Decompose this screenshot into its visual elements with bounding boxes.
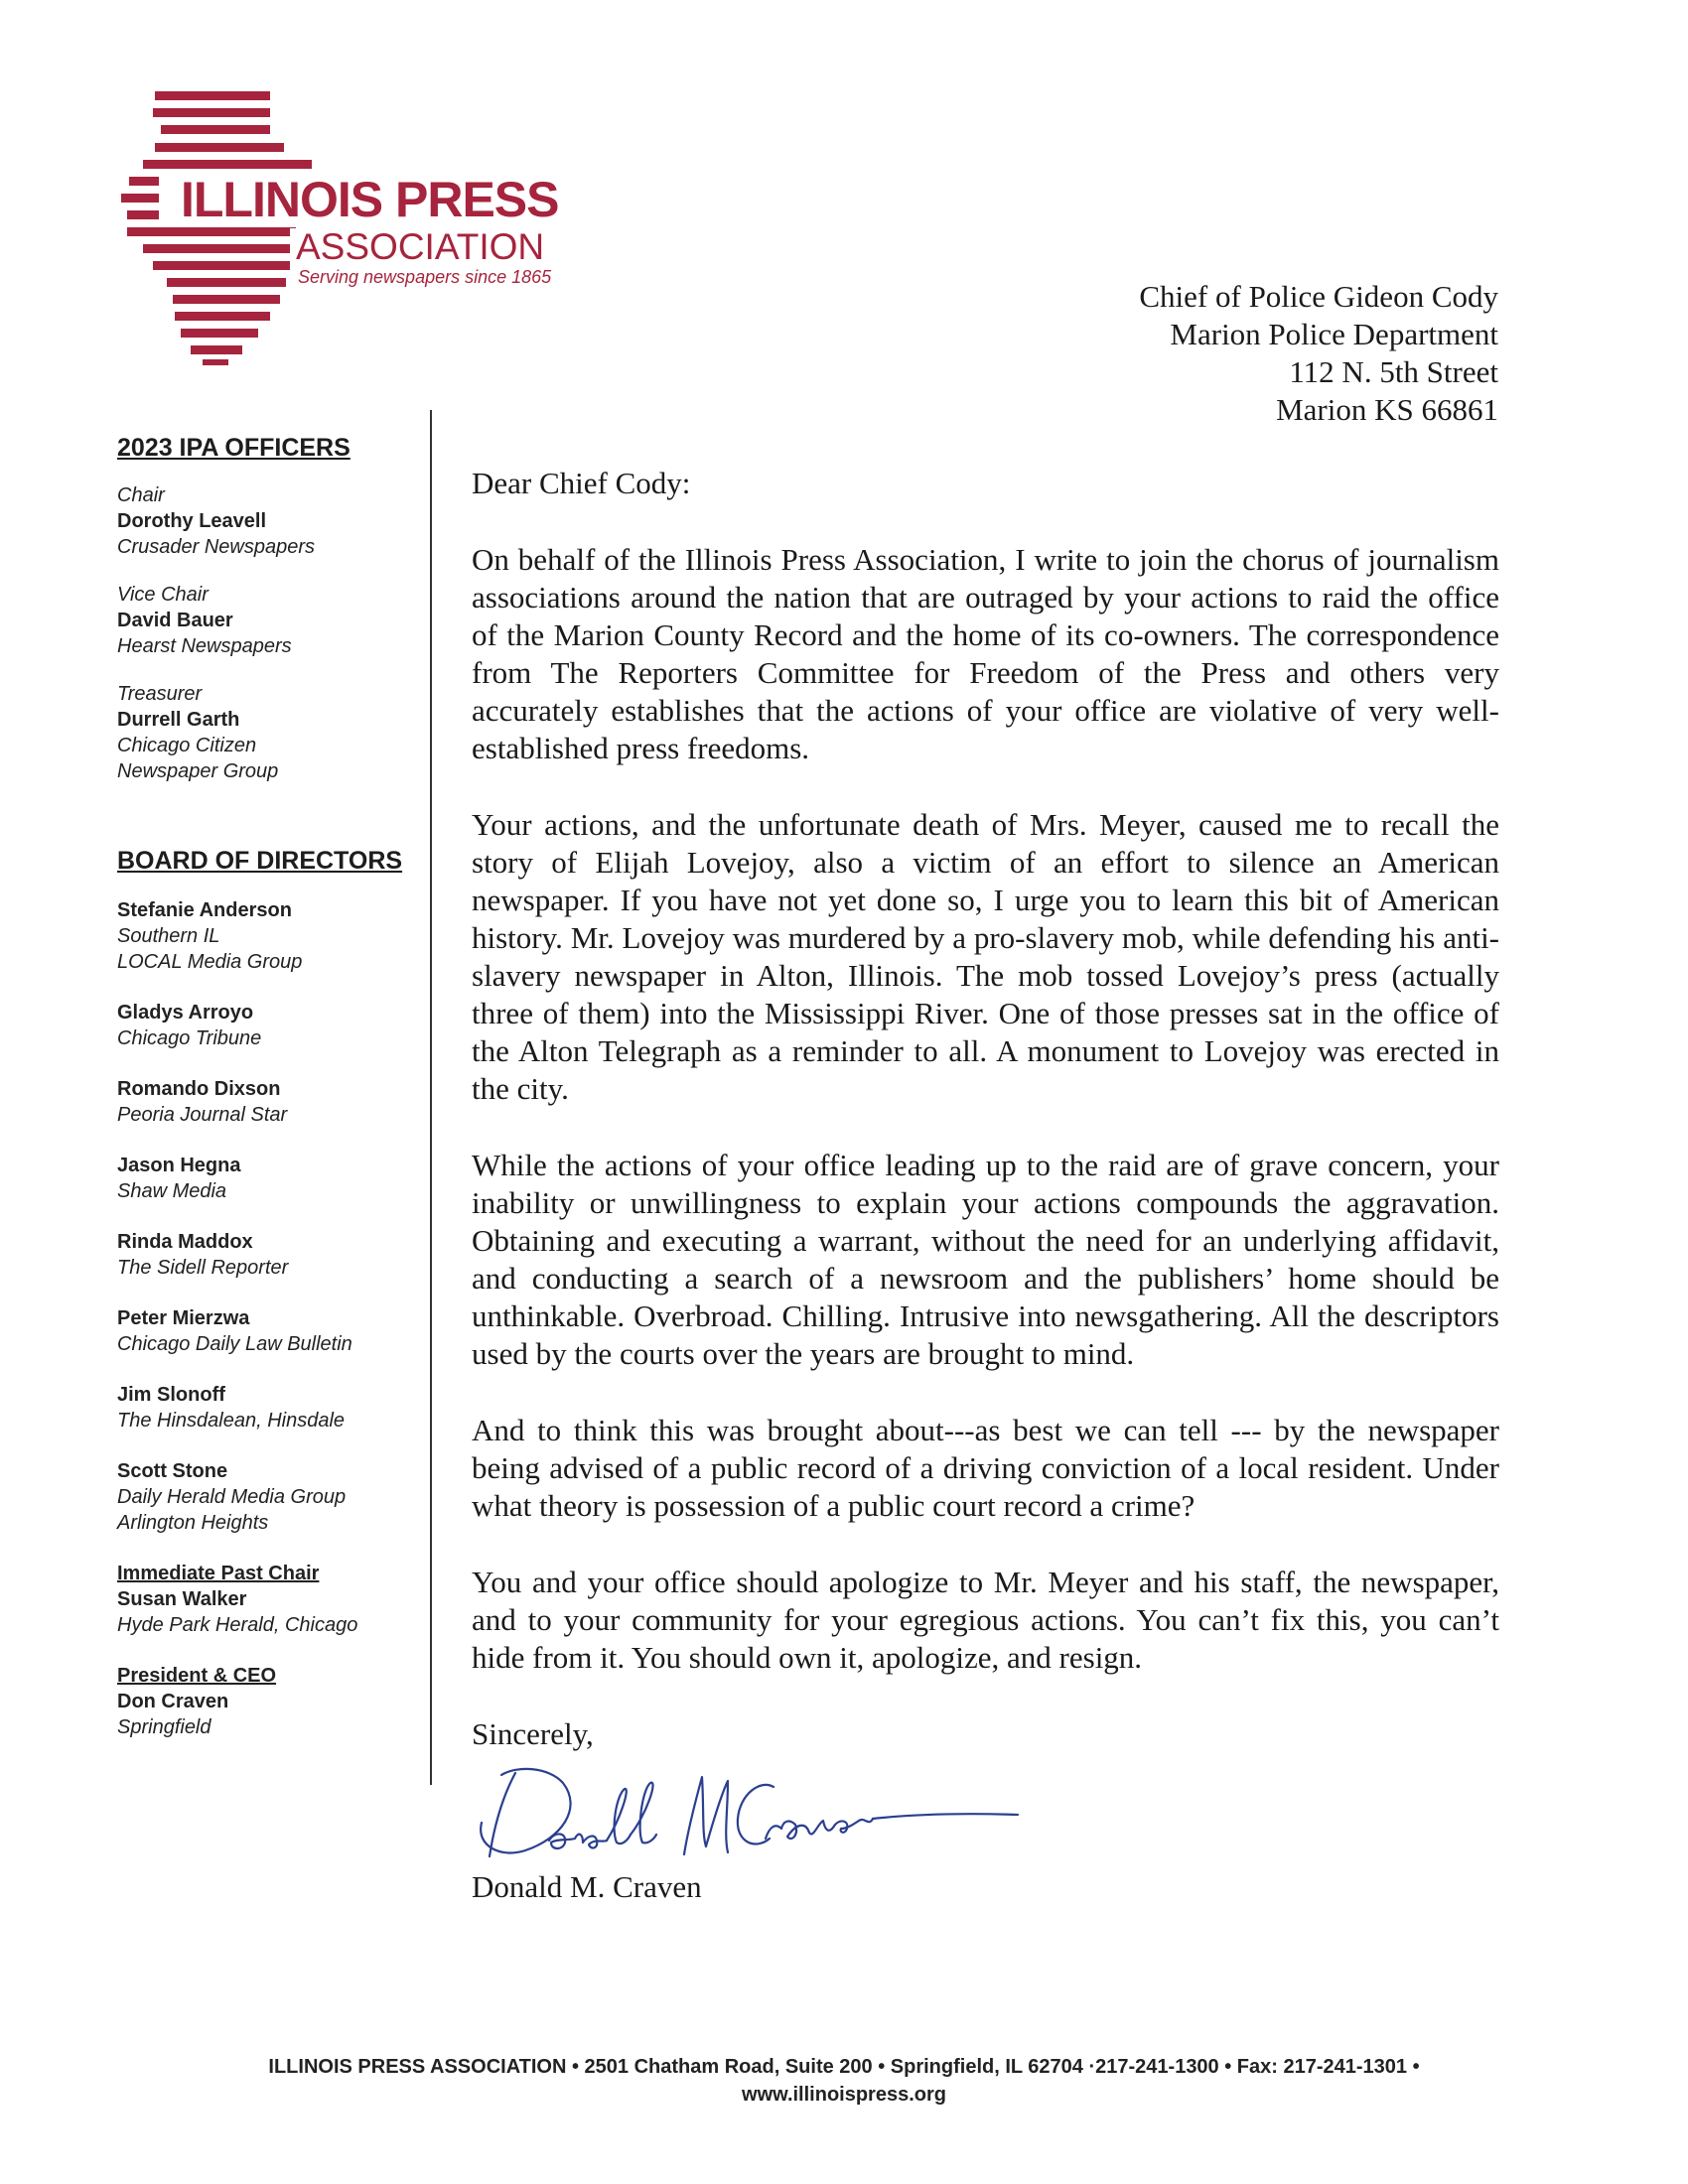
recipient-line: Marion KS 66861: [1276, 392, 1498, 427]
officer-org: Crusader Newspapers: [117, 536, 315, 558]
logo-tagline: Serving newspapers since 1865: [294, 267, 555, 288]
officer-role: Treasurer: [117, 683, 203, 705]
past-chair-heading: Immediate Past Chair: [117, 1563, 320, 1584]
letter-paragraph: Your actions, and the unfortunate death of Mrs. Meyer, caused me to recall the story of Elijah Lovejoy, also a victim of an effort to silence an American newspaper. If you have not yet done so, I urge you to learn this bit of American history. Mr. Lovejoy was murdered by a pro-slavery mob, while defending his anti-slavery newspaper in Alton, Illinois. The mob tossed Lovejoy’s press (actually three of them) into the Mississippi River. One of those presses sat in the office of the Alton Telegraph as a reminder to all. A monument to Lovejoy was erected in the city.: [472, 807, 1499, 1106]
officer-name: Durrell Garth: [117, 709, 240, 731]
logo-subtitle: ASSOCIATION: [290, 228, 548, 265]
director-name: Jim Slonoff: [117, 1384, 225, 1406]
director-entry: [117, 1382, 415, 1433]
officer-role: Chair: [117, 484, 165, 506]
director-entry: [117, 1229, 415, 1281]
letterhead-footer: [0, 2053, 1688, 2109]
director-org: Daily Herald Media Group Arlington Heights: [117, 1486, 347, 1534]
sidebar-divider: [430, 410, 432, 1785]
director-name: Rinda Maddox: [117, 1231, 253, 1253]
officers-sidebar: [117, 435, 415, 1765]
past-chair-entry: [117, 1561, 415, 1638]
president-name: Don Craven: [117, 1691, 229, 1712]
footer-website: www.illinoispress.org: [742, 2084, 946, 2106]
officers-heading: 2023 IPA OFFICERS: [117, 434, 351, 462]
director-entry: [117, 1076, 415, 1128]
officer-name: Dorothy Leavell: [117, 510, 267, 532]
directors-heading: BOARD OF DIRECTORS: [117, 847, 403, 875]
director-org: Southern IL LOCAL Media Group: [117, 925, 303, 973]
letter-paragraph: You and your office should apologize to Mr. Meyer and his staff, the newspaper, and to your community for your egregious actions. You can’t fix this, you can’t hide from it. You should own it, apologize, and resign.: [472, 1565, 1499, 1675]
president-heading: President & CEO: [117, 1665, 277, 1687]
past-chair-name: Susan Walker: [117, 1588, 247, 1610]
officer-org: Chicago Citizen Newspaper Group: [117, 735, 279, 782]
closing: Sincerely,: [472, 1716, 594, 1751]
director-name: Jason Hegna: [117, 1155, 241, 1176]
director-name: Peter Mierzwa: [117, 1307, 250, 1329]
officer-org: Hearst Newspapers: [117, 635, 292, 657]
director-org: Peoria Journal Star: [117, 1104, 288, 1126]
footer-address: ILLINOIS PRESS ASSOCIATION • 2501 Chatham Road, Suite 200 • Springfield, IL 62704 ·217-241-1300 • Fax: 217-241-1301 •: [268, 2056, 1420, 2078]
director-entry: [117, 1458, 415, 1536]
officer-name: David Bauer: [117, 610, 233, 631]
director-name: Scott Stone: [117, 1460, 228, 1482]
director-org: The Hinsdalean, Hinsdale: [117, 1410, 346, 1432]
director-org: Chicago Daily Law Bulletin: [117, 1333, 352, 1355]
recipient-line: 112 N. 5th Street: [1289, 354, 1498, 389]
director-org: Chicago Tribune: [117, 1027, 262, 1049]
letter-paragraph: While the actions of your office leading up to the raid are of grave concern, your inability or unwillingness to explain your actions compounds the aggravation. Obtaining and executing a warrant, without the need for an underlying affidavit, and conducting a search of a newsroom and the publishers’ home should be unthinkable. Overbroad. Chilling. Intrusive into newsgathering. All the descriptors used by the courts over the years are brought to mind.: [472, 1148, 1499, 1371]
officer-role: Vice Chair: [117, 584, 209, 606]
handwritten-signature: [472, 1759, 1028, 1868]
director-name: Romando Dixson: [117, 1078, 281, 1100]
officer-entry: [117, 482, 415, 560]
president-entry: [117, 1663, 415, 1740]
director-org: The Sidell Reporter: [117, 1257, 289, 1279]
director-entry: [117, 1153, 415, 1204]
officer-entry: [117, 681, 415, 784]
recipient-address: [1139, 278, 1498, 429]
director-entry: [117, 897, 415, 975]
letter-body: [472, 465, 1499, 1906]
recipient-line: Marion Police Department: [1170, 317, 1498, 351]
ipa-logo: [117, 91, 594, 379]
letter-paragraph: And to think this was brought about---as best we can tell --- by the newspaper being advised of a public record of a driving conviction of a local resident. Under what theory is possession of a public court record a crime?: [472, 1413, 1499, 1523]
director-name: Stefanie Anderson: [117, 899, 292, 921]
salutation: Dear Chief Cody:: [472, 466, 691, 500]
signer-name: Donald M. Craven: [472, 1869, 702, 1904]
director-entry: [117, 1000, 415, 1051]
recipient-line: Chief of Police Gideon Cody: [1139, 279, 1498, 314]
president-org: Springfield: [117, 1716, 211, 1738]
past-chair-org: Hyde Park Herald, Chicago: [117, 1614, 358, 1636]
director-entry: [117, 1305, 415, 1357]
director-org: Shaw Media: [117, 1180, 227, 1202]
illinois-state-stripes-icon: [117, 91, 316, 379]
letter-paragraph: On behalf of the Illinois Press Association, I write to join the chorus of journalism associations around the nation that are outraged by your actions to raid the office of the Marion County Record and the home of its co-owners. The correspondence from The Reporters Committee for Freedom of the Press and others very accurately establishes that the actions of your office are violative of very well-established press freedoms.: [472, 542, 1499, 765]
director-name: Gladys Arroyo: [117, 1002, 254, 1024]
officer-entry: [117, 582, 415, 659]
logo-title: ILLINOIS PRESS: [173, 175, 598, 224]
